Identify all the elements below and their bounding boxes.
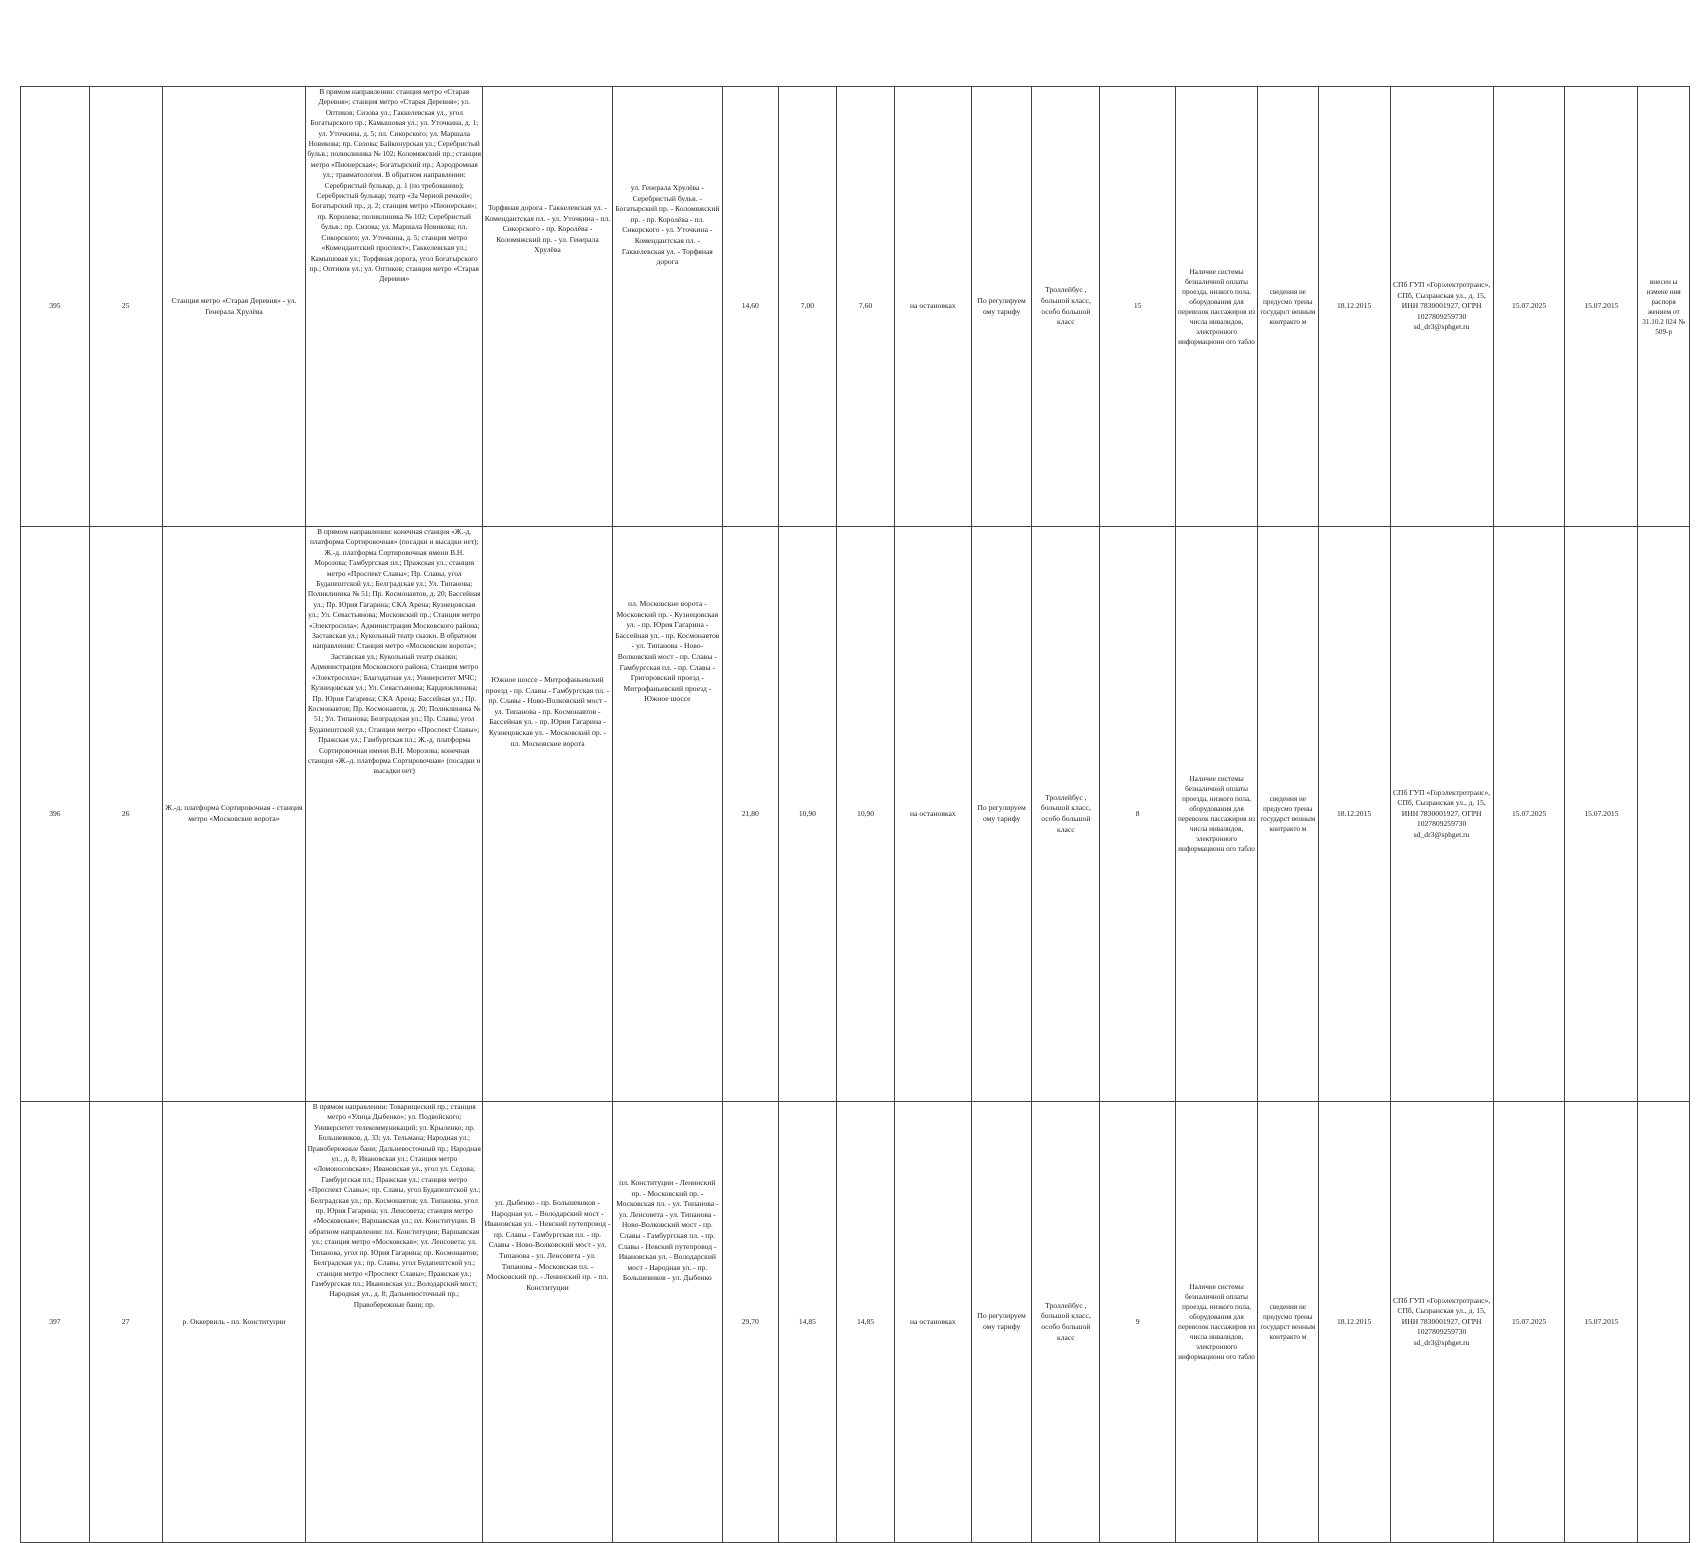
contract-info: сведения не предусмо трены государст венным контракто м <box>1258 527 1319 1102</box>
route-length-backward: 14,85 <box>837 1102 895 1543</box>
streets-forward: Торфяная дорога - Гаккелевская ул. - Комендантская пл. - ул. Уточкина - пл. Сикорского - пр. Королёва - Коломяжский пр. - ул. Генерала Хрулёва <box>483 87 612 527</box>
stops-list: В прямом направлении: станция метро «Старая Деревня»; станция метро «Старая Деревня»; ул. Оптиков; Сизова ул.; Гаккелевская ул., угол Богатырского пр.; Камышовая ул.; ул. Уточкина, д. 1; ул. Уточкина, д. 5; пл. Сикорского; ул. Маршала Новикова; пр. Сизова; Байконурская ул.; Серебристый бульв.; поликлиника № 102; Коломяжский пр.; станция метро «Пионерская»; Богатырский пр.; Аэродромная ул.; травматология. В обратном направлении: Серебристый бульвар, д. 1 (по требованию); Серебристый бульвар; театр «За Черной речкой»; Богатырский пр., д. 2; станция метро «Пионерская»; пр. Королева; поликлиника № 102; Серебристый бульв.; пр. Сизова; ул. Маршала Новикова; пл. Сикорского; ул. Уточкина, д. 5; станция метро «Комендантский проспект»; Гаккелевская ул.; Камышовая ул.; Торфяная дорога, угол Богатырского пр.; Оптиков ул.; ул. Оптиков; станция метро «Старая Деревня» <box>306 87 483 527</box>
carrier-info: СПб ГУП «Горэлектротранс», СПб, Сызранская ул., д. 15, ИНН 7830001927, ОГРН 1027809259730 sd_dr3@sphget.ru <box>1390 1102 1493 1543</box>
route-length-backward: 7,60 <box>837 87 895 527</box>
route-number: 26 <box>89 527 162 1102</box>
date-a: 15.07.2025 <box>1493 87 1565 527</box>
streets-forward: Южное шоссе - Митрофаньевский проезд - пр. Славы - Гамбургская пл. - пр. Славы - Ново-Волковский мост - ул. Типанова - пр. Космонавтов - Бассейная ул. - пр. Юрия Гагарина - Кузнецовская ул. - Московский пр. - пл. Московские ворота <box>483 527 612 1102</box>
changes-note: внесен ы измене ния распоря жением от 31.10.2 024 № 509-р <box>1638 87 1690 527</box>
vehicle-equipment: Наличие системы безналичной оплаты проезда, низкого пола, оборудования для перевозок пассажиров из числа инвалидов, электронного информационн ого табло <box>1176 87 1258 527</box>
registry-number: 397 <box>21 1102 90 1543</box>
route-name: Ж.-д. платформа Сортировочная - станция метро «Московские ворота» <box>162 527 306 1102</box>
stops-list: В прямом направлении: Товарищеский пр.; станция метро «Улица Дыбенко»; ул. Подвойского; Университет телекоммуникаций; ул. Крыленко; пр. Большевиков, д. 33; ул. Тельмана; Народная ул.; Правобережные бани; Дальневосточный пр.; Народная ул., д. 8; Ивановская ул.; Станция метро «Ломоносовская»; Ивановская ул., угол ул. Седова; Гамбургская пл.; Пражская ул.; станция метро «Проспект Славы»; пр. Славы, угол Будапештской ул.; Белградская ул.; пр. Космонавтов; ул. Типанова, угол пр. Юрия Гагарина; ул. Ленсовета; станция метро «Московская»; Варшавская ул.; пл. Конституции. В обратном направлении: пл. Конституции; Варшавская ул.; станция метро «Московская»; ул. Ленсовета; ул. Типанова, угол пр. Юрия Гагарина; пр. Космонавтов; Белградская ул.; пр. Славы, угол Будапештской ул.; станция метро «Проспект Славы»; Пражская ул.; Гамбургская пл.; Ивановская ул.; Володарский мост; Народная ул., д. 8; Дальневосточный пр.; Правобережные бани; пр. <box>306 1102 483 1543</box>
contract-info: сведения не предусмо трены государст венным контракто м <box>1258 1102 1319 1543</box>
vehicle-count: 8 <box>1100 527 1176 1102</box>
date-a: 15.07.2025 <box>1493 1102 1565 1543</box>
streets-backward: пл. Московские ворота - Московский пр. - Кузнецовская ул. - пр. Юрия Гагарина - Бассейная ул. - пр. Космонавтов - ул. Типанова - Ново-Волковский мост - пр. Славы - Гамбургская пл. - пр. Славы - Григоровский проезд - Митрофаньевский проезд - Южное шоссе <box>612 527 722 1102</box>
route-length-forward: 14,85 <box>778 1102 837 1543</box>
tariff-type: По регулируем ому тарифу <box>971 87 1032 527</box>
route-length-forward: 7,00 <box>778 87 837 527</box>
date-b: 15.07.2015 <box>1565 527 1638 1102</box>
changes-note <box>1638 1102 1690 1543</box>
route-length-forward: 10,90 <box>778 527 837 1102</box>
service-start-date: 18.12.2015 <box>1318 1102 1390 1543</box>
vehicle-class: Троллейбус , большой класс, особо большой класс <box>1032 1102 1100 1543</box>
route-length-total: 14,60 <box>722 87 778 527</box>
route-name: Станция метро «Старая Деревня» - ул. Генерала Хрулёва <box>162 87 306 527</box>
boarding-procedure: на остановках <box>894 87 971 527</box>
route-registry-table <box>20 86 1690 1543</box>
tariff-type: По регулируем ому тарифу <box>971 1102 1032 1543</box>
route-length-total: 29,70 <box>722 1102 778 1543</box>
date-b: 15.07.2015 <box>1565 87 1638 527</box>
service-start-date: 18.12.2015 <box>1318 87 1390 527</box>
route-length-backward: 10,90 <box>837 527 895 1102</box>
carrier-info: СПб ГУП «Горэлектротранс», СПб, Сызранская ул., д. 15, ИНН 7830001927, ОГРН 1027809259730 sd_dr3@sphget.ru <box>1390 87 1493 527</box>
vehicle-equipment: Наличие системы безналичной оплаты проезда, низкого пола, оборудования для перевозок пассажиров из числа инвалидов, электронного информационн ого табло <box>1176 1102 1258 1543</box>
tariff-type: По регулируем ому тарифу <box>971 527 1032 1102</box>
vehicle-equipment: Наличие системы безналичной оплаты проезда, низкого пола, оборудования для перевозок пассажиров из числа инвалидов, электронного информационн ого табло <box>1176 527 1258 1102</box>
vehicle-class: Троллейбус , большой класс, особо большой класс <box>1032 87 1100 527</box>
vehicle-count: 9 <box>1100 1102 1176 1543</box>
table-row <box>21 87 1690 527</box>
registry-number: 396 <box>21 527 90 1102</box>
streets-backward: пл. Конституции - Ленинский пр. - Московский пр. - Московская пл. - ул. Типанова - ул. Ленсовета - ул. Типанова - Ново-Волковский мост - пр. Славы - Гамбургская пл. - пр. Славы - Невский путепровод - Ивановская ул. - Володарский мост - Народная ул. - пр. Большевиков - ул. Дыбенко <box>612 1102 722 1543</box>
service-start-date: 18.12.2015 <box>1318 527 1390 1102</box>
route-length-total: 21,80 <box>722 527 778 1102</box>
carrier-info: СПб ГУП «Горэлектротранс», СПб, Сызранская ул., д. 15, ИНН 7830001927, ОГРН 1027809259730 sd_dr3@sphget.ru <box>1390 527 1493 1102</box>
route-number: 27 <box>89 1102 162 1543</box>
date-a: 15.07.2025 <box>1493 527 1565 1102</box>
stops-list: В прямом направлении: конечная станция «Ж.-д. платформа Сортировочная» (посадки и высадки нет); Ж.-д. платформа Сортировочная имени В.Н. Морозова; Гамбургская пл.; Пражская ул.; станция метро «Проспект Славы»; Пр. Славы, угол Будапештской ул.; Белградская ул.; Ул. Типанова; Поликлиника № 51; Пр. Космонавтов, д. 20; Бассейная ул.; Пр. Юрия Гагарина; СКА Арена; Кузнецовская ул.; Ул. Севастьянова; Московский пр.; Станция метро «Электросила»; Администрация Московского района; Заставская ул.; Кукольный театр сказки. В обратном направлении: Станция метро «Московские ворота»; Заставская ул.; Кукольный театр сказки; Администрация Московского района; Станция метро «Электросила»; Благодатная ул.; Университет МЧС; Кузнецовская ул.; Ул. Севастьянова; Кардиоклиника; Пр. Юрия Гагарина; СКА Арена; Бассейная ул.; Пр. Космонавтов; Пр. Космонавтов, д. 20; Поликлиника № 51; Ул. Типанова; Белградская ул.; Пр. Славы, угол Будапештской ул.; Станция метро «Проспект Славы»; Пражская ул.; Гамбургская пл.; Ж.-д. платформа Сортировочная имени В.Н. Морозова; конечная станция «Ж.-д. платформа Сортировочная» (посадки и высадки нет) <box>306 527 483 1102</box>
registry-number: 395 <box>21 87 90 527</box>
boarding-procedure: на остановках <box>894 1102 971 1543</box>
vehicle-count: 15 <box>1100 87 1176 527</box>
changes-note <box>1638 527 1690 1102</box>
route-name: р. Оккервиль - пл. Конституции <box>162 1102 306 1543</box>
contract-info: сведения не предусмо трены государст венным контракто м <box>1258 87 1319 527</box>
table-row <box>21 1102 1690 1543</box>
table-row <box>21 527 1690 1102</box>
route-number: 25 <box>89 87 162 527</box>
streets-backward: ул. Генерала Хрулёва - Серебристый бульв. - Богатырский пр. - Коломяжский пр. - пр. Королёва - пл. Сикорского - ул. Уточкина - Комендантская пл. - Гаккелевская ул. - Торфяная дорога <box>612 87 722 527</box>
streets-forward: ул. Дыбенко - пр. Большевиков - Народная ул. - Володарский мост - Ивановская ул. - Невский путепровод - пр. Славы - Гамбургская пл. - пр. Славы - Ново-Волковский мост - ул. Типанова - ул. Ленсовета - ул. Типанова - Московская пл. - Московский пр. - Ленинский пр. - пл. Конституции <box>483 1102 612 1543</box>
boarding-procedure: на остановках <box>894 527 971 1102</box>
date-b: 15.07.2015 <box>1565 1102 1638 1543</box>
vehicle-class: Троллейбус , большой класс, особо большой класс <box>1032 527 1100 1102</box>
